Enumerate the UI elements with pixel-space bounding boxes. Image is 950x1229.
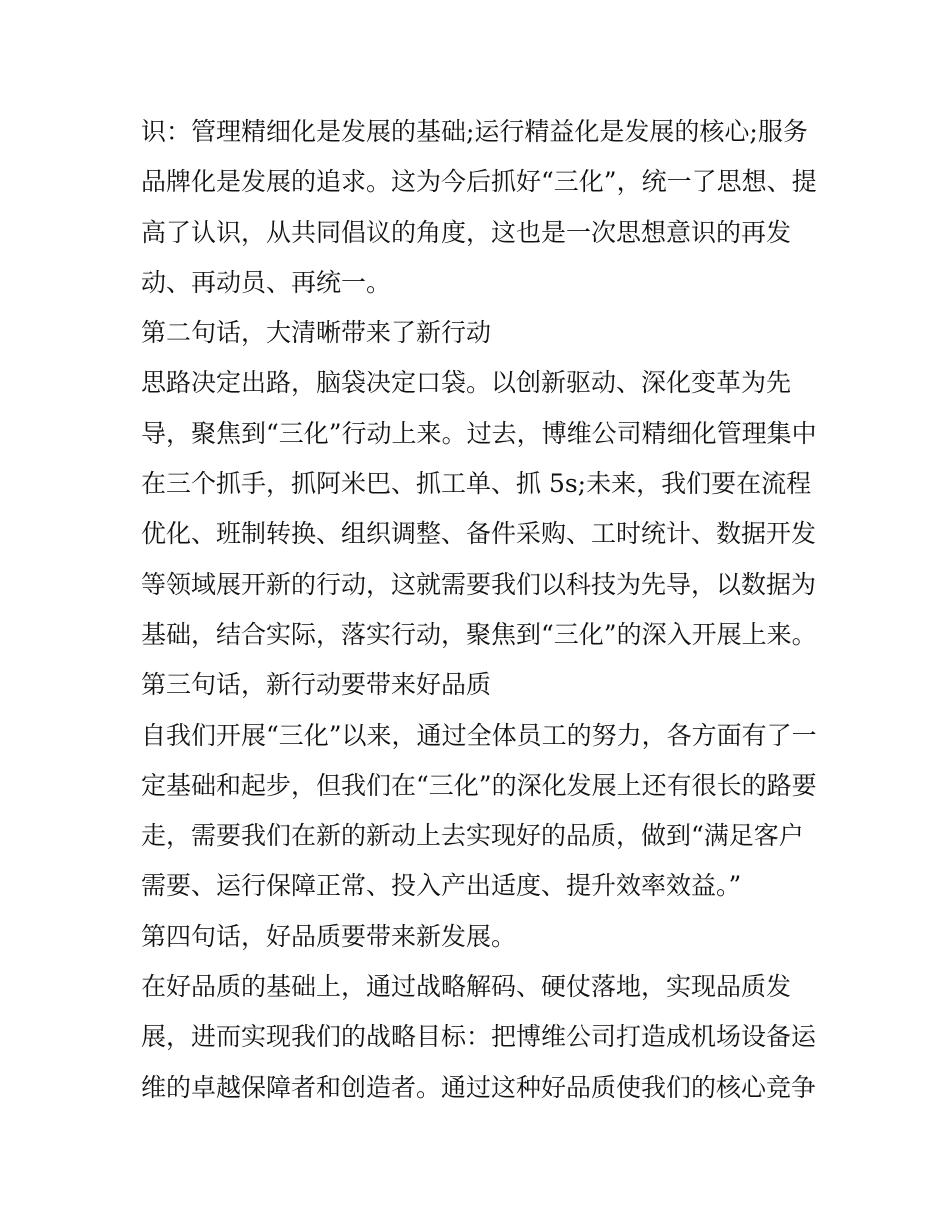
text-line: 基础，结合实际，落实行动，聚焦到“三化”的深入开展上来。 — [141, 619, 817, 649]
text-line: 需要、运行保障正常、投入产出适度、提升效率效益。” — [141, 871, 742, 901]
text-line: 在三个抓手，抓阿米巴、抓工单、抓 5s;未来，我们要在流程 — [141, 469, 812, 499]
section-heading: 第二句话，大清晰带来了新行动 — [141, 318, 492, 348]
text-line: 优化、班制转换、组织调整、备件采购、工时统计、数据开发 — [141, 519, 817, 549]
text-line: 等领域展开新的行动，这就需要我们以科技为先导，以数据为 — [141, 569, 817, 599]
text-line: 思路决定出路，脑袋决定口袋。以创新驱动、深化变革为先 — [141, 368, 792, 398]
text-line: 高了认识，从共同倡议的角度，这也是一次思想意识的再发 — [141, 217, 792, 247]
document-body — [141, 107, 821, 1113]
text-line: 维的卓越保障者和创造者。通过这种好品质使我们的核心竞争 — [141, 1072, 817, 1102]
section-heading: 第三句话，新行动要带来好品质 — [141, 670, 492, 700]
text-line: 品牌化是发展的追求。这为今后抓好“三化”，统一了思想、提 — [141, 167, 817, 197]
section-heading: 第四句话，好品质要带来新发展。 — [141, 921, 517, 951]
text-line: 识：管理精细化是发展的基础;运行精益化是发展的核心;服务 — [141, 117, 808, 146]
text-line: 展，进而实现我们的战略目标：把博维公司打造成机场设备运 — [141, 1022, 817, 1052]
text-line: 在好品质的基础上，通过战略解码、硬仗落地，实现品质发 — [141, 972, 792, 1002]
text-line: 导，聚焦到“三化”行动上来。过去，博维公司精细化管理集中 — [141, 418, 817, 448]
text-line: 自我们开展“三化”以来，通过全体员工的努力，各方面有了一 — [141, 720, 817, 750]
text-line: 走，需要我们在新的新动上去实现好的品质，做到“满足客户 — [141, 821, 804, 851]
text-line: 动、再动员、再统一。 — [141, 267, 392, 297]
text-line: 定基础和起步，但我们在“三化”的深化发展上还有很长的路要 — [141, 770, 817, 800]
